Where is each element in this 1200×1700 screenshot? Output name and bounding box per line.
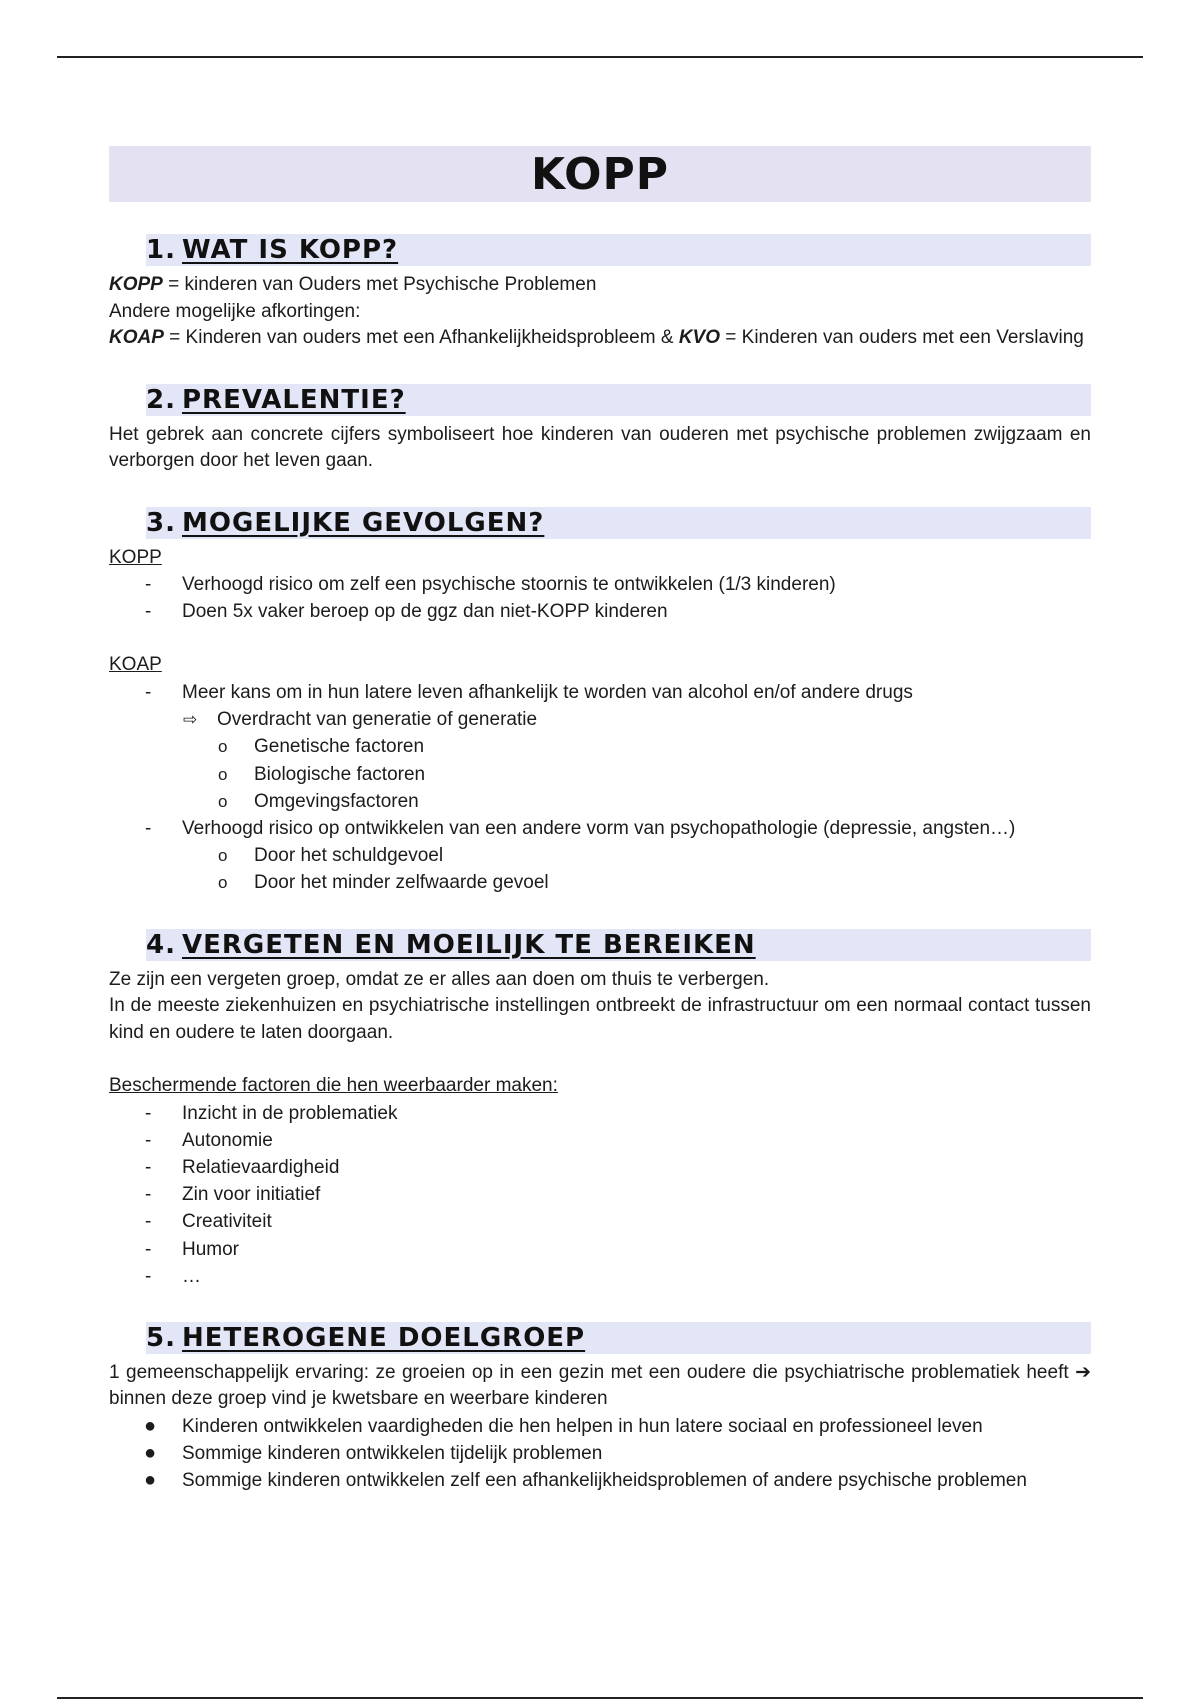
list-item: o Omgevingsfactoren bbox=[218, 790, 419, 812]
list-item: - Verhoogd risico om zelf een psychische stoornis te ontwikkelen (1/3 kinderen) bbox=[145, 574, 836, 595]
protective-factors-list bbox=[109, 1100, 1091, 1290]
section-heading-3: 3. MOGELIJKE GEVOLGEN? bbox=[146, 507, 1091, 539]
list-item: ● Sommige kinderen ontwikkelen tijdelijk problemen bbox=[144, 1442, 603, 1465]
section-2-body bbox=[109, 422, 1091, 475]
definition-koap-kvo: KOAP = Kinderen van ouders met een Afhankelijkheidsprobleem & KVO = Kinderen van ouders met een Verslaving bbox=[109, 327, 1084, 348]
header-rule bbox=[57, 56, 1143, 58]
arrow-right-icon: ➔ bbox=[1075, 1361, 1091, 1383]
list-item: ● Kinderen ontwikkelen vaardigheden die hen helpen in hun latere sociaal en professioneel leven bbox=[144, 1414, 983, 1437]
section-1-body bbox=[109, 272, 1091, 352]
shared-experience-text: 1 gemeenschappelijk ervaring: ze groeien op in een gezin met een oudere die psychiatrische problematiek heeft ➔ binnen deze groep vind je kwetsbare en weerbare kinderen bbox=[109, 1361, 1091, 1410]
prevalence-paragraph: Het gebrek aan concrete cijfers symboliseert hoe kinderen van ouderen met psychische problemen zwijgzaam en verborgen door het leven gaan. bbox=[109, 423, 1091, 471]
arrow-icon: ⇨ bbox=[183, 710, 198, 730]
section-heading-1: 1. WAT IS KOPP? bbox=[146, 234, 1091, 266]
list-item: - Zin voor initiatief bbox=[145, 1184, 321, 1206]
document-body bbox=[109, 146, 1091, 1495]
koap-label: KOAP bbox=[109, 654, 162, 676]
definition-kopp: KOPP = kinderen van Ouders met Psychische Problemen bbox=[109, 274, 597, 295]
section-heading-5: 5. HETEROGENE DOELGROEP bbox=[146, 1322, 1091, 1354]
outcomes-list bbox=[109, 1413, 1091, 1495]
section-3-body bbox=[109, 545, 1091, 897]
list-item: - Verhoogd risico op ontwikkelen van een andere vorm van psychopathologie (depressie, angsten…) bbox=[145, 817, 1016, 839]
list-item: ⇨ Overdracht van generatie of generatie bbox=[109, 706, 1091, 733]
list-item: o Door het minder zelfwaarde gevoel bbox=[218, 872, 549, 894]
list-item: - Inzicht in de problematiek bbox=[145, 1102, 398, 1124]
footer-rule bbox=[57, 1697, 1143, 1699]
list-item: o Genetische factoren bbox=[218, 736, 425, 758]
section-5-body bbox=[109, 1360, 1091, 1495]
koap-list bbox=[109, 679, 1091, 897]
infrastructure-text: In de meeste ziekenhuizen en psychiatrische instellingen ontbreekt de infrastructuur om een normaal contact tussen kind en oudere te laten doorgaan. bbox=[109, 995, 1091, 1043]
list-item: - Humor bbox=[145, 1238, 240, 1260]
section-4-body bbox=[109, 967, 1091, 1290]
list-item: o Biologische factoren bbox=[218, 763, 426, 785]
section-heading-4: 4. VERGETEN EN MOEILIJK TE BEREIKEN bbox=[146, 929, 1091, 961]
kopp-list bbox=[109, 571, 1091, 625]
list-item: - Autonomie bbox=[145, 1129, 273, 1151]
list-item: - Meer kans om in hun latere leven afhankelijk te worden van alcohol en/of andere drugs bbox=[145, 681, 913, 703]
list-item: - Doen 5x vaker beroep op de ggz dan niet-KOPP kinderen bbox=[145, 601, 668, 623]
abbreviations-label: Andere mogelijke afkortingen: bbox=[109, 300, 361, 322]
list-item: - … bbox=[145, 1265, 201, 1287]
list-item: - Creativiteit bbox=[145, 1211, 272, 1233]
list-item: ● Sommige kinderen ontwikkelen zelf een afhankelijkheidsproblemen of andere psychische problemen bbox=[144, 1469, 1027, 1492]
page-title: KOPP bbox=[109, 146, 1091, 202]
list-item: - Relatievaardigheid bbox=[145, 1156, 340, 1178]
section-heading-2: 2. PREVALENTIE? bbox=[146, 384, 1091, 416]
protective-factors-label: Beschermende factoren die hen weerbaarder maken: bbox=[109, 1075, 558, 1097]
forgotten-group-text: Ze zijn een vergeten groep, omdat ze er alles aan doen om thuis te verbergen. bbox=[109, 968, 770, 990]
list-item: o Door het schuldgevoel bbox=[218, 845, 444, 867]
kopp-label: KOPP bbox=[109, 546, 162, 568]
